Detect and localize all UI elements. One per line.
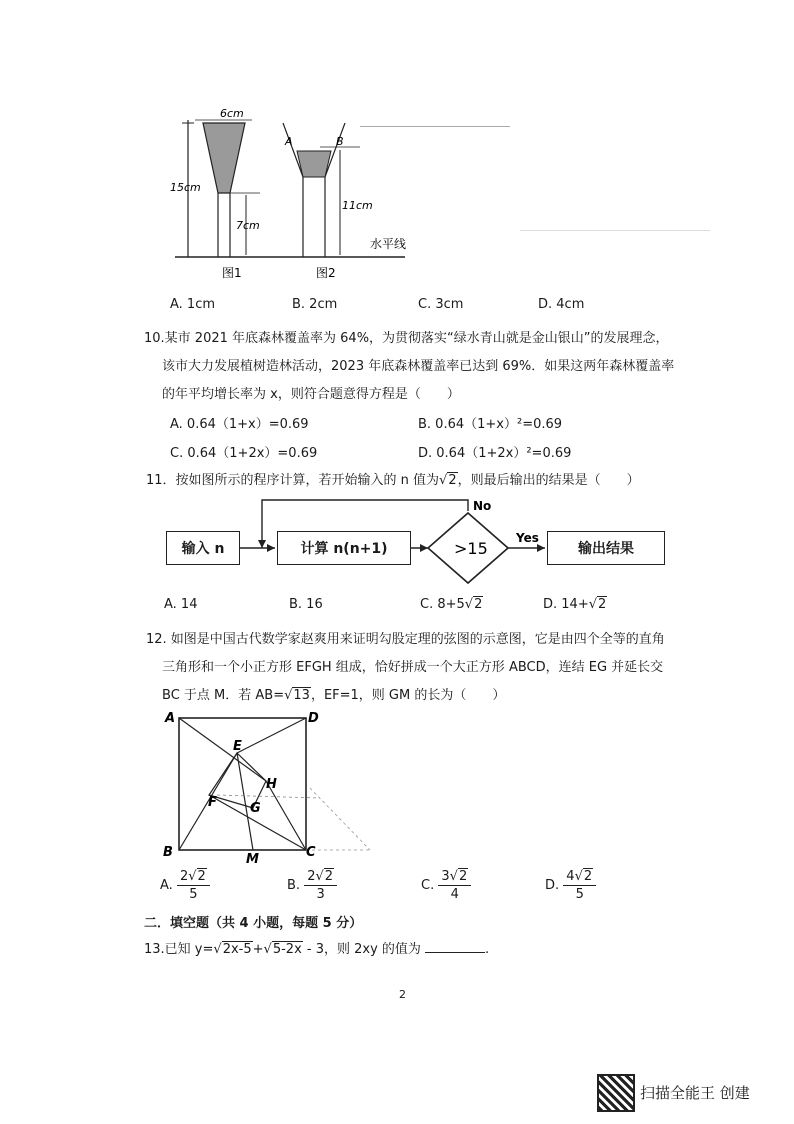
point-a: A (165, 711, 176, 726)
flow-condition: >15 (454, 539, 488, 558)
fig2-height-label: 11cm (342, 199, 373, 212)
q12-line-2: 三角形和一个小正方形 EFGH 组成，恰好拼成一个大正方形 ABCD，连结 EG 并延长交 (162, 660, 664, 675)
qr-code-icon (597, 1074, 635, 1112)
q12-line-1: 12. 如图是中国古代数学家赵爽用来证明勾股定理的弦图的示意图，它是由四个全等的直角 (146, 632, 665, 647)
fig1-water-label: 7cm (236, 219, 260, 232)
q9-option-d[interactable]: D. 4cm (538, 297, 585, 312)
q9-option-c[interactable]: C. 3cm (418, 297, 464, 312)
q11-option-b[interactable]: B. 16 (289, 597, 323, 612)
q10-option-c[interactable]: C. 0.64（1+2x）=0.69 (170, 446, 318, 461)
flow-output-label: 输出结果 (578, 541, 634, 557)
flow-no-label: No (473, 499, 492, 513)
page-number: 2 (399, 988, 406, 1001)
section-2-title: 二．填空题（共 4 小题，每题 5 分） (144, 916, 363, 931)
q12-line-3: BC 于点 M．若 AB=√13，EF=1，则 GM 的长为（ ） (162, 688, 506, 703)
point-e: E (233, 739, 242, 754)
q13-answer-blank[interactable] (425, 942, 485, 953)
fig1-width-label: 6cm (220, 107, 244, 120)
fig2-label-a: A (285, 135, 293, 148)
q10-option-b[interactable]: B. 0.64（1+x）²=0.69 (418, 417, 563, 432)
q11-stem: 11．按如图所示的程序计算，若开始输入的 n 值为√2，则最后输出的结果是（ ） (146, 473, 640, 488)
q10-line-1: 10.某市 2021 年底森林覆盖率为 64%，为贯彻落实“绿水青山就是金山银山”的发展理念， (144, 331, 669, 346)
q10-option-d[interactable]: D. 0.64（1+2x）²=0.69 (418, 446, 572, 461)
fig2-label-b: B (336, 135, 344, 148)
q9-fig1 (170, 107, 260, 280)
point-g: G (250, 801, 261, 816)
q11-option-d[interactable]: D. 14+√2 (543, 597, 607, 612)
point-d: D (308, 711, 319, 726)
footer-brand: 扫描全能王 创建 (640, 1084, 750, 1102)
q12-option-d[interactable]: D. $\frac{4√2}{5}$ (545, 870, 596, 901)
q9-option-b[interactable]: B. 2cm (292, 297, 338, 312)
q9-figure (170, 105, 420, 290)
q11-option-c[interactable]: C. 8+5√2 (420, 597, 483, 612)
q10-line-2: 该市大力发展植树造林活动，2023 年底森林覆盖率已达到 69%．如果这两年森林覆盖率 (162, 359, 675, 374)
level-label: 水平线 (370, 237, 407, 251)
q10-option-a[interactable]: A. 0.64（1+x）=0.69 (170, 417, 309, 432)
q12-option-a[interactable]: A. $\frac{2√2}{5}$ (160, 870, 210, 901)
bleed-line (520, 230, 710, 231)
fig1-height-label: 15cm (170, 181, 201, 194)
flow-yes-label: Yes (516, 531, 539, 545)
fig2-caption: 图2 (316, 266, 336, 280)
q12-figure (160, 708, 390, 868)
fig1-caption: 图1 (222, 266, 242, 280)
point-c: C (306, 845, 316, 860)
q12-option-c[interactable]: C. $\frac{3√2}{4}$ (421, 870, 471, 901)
q11-option-a[interactable]: A. 14 (164, 597, 198, 612)
point-b: B (163, 845, 173, 860)
flow-compute-label: 计算 n(n+1) (300, 541, 388, 557)
q13-stem: 13.已知 y=√2x-5+√5-2x - 3，则 2xy 的值为 . (144, 942, 490, 957)
flow-input-label: 输入 n (181, 541, 225, 557)
q9-option-a[interactable]: A. 1cm (170, 297, 216, 312)
bleed-line (360, 126, 510, 127)
point-f: F (208, 795, 217, 810)
point-m: M (246, 852, 259, 867)
q10-line-3: 的年平均增长率为 x，则符合题意得方程是（ ） (162, 387, 460, 402)
flow-output-box (547, 531, 665, 565)
flow-compute-box (277, 531, 411, 565)
q12-option-b[interactable]: B. $\frac{2√2}{3}$ (287, 870, 337, 901)
flow-input-box (166, 531, 240, 565)
point-h: H (266, 777, 277, 792)
